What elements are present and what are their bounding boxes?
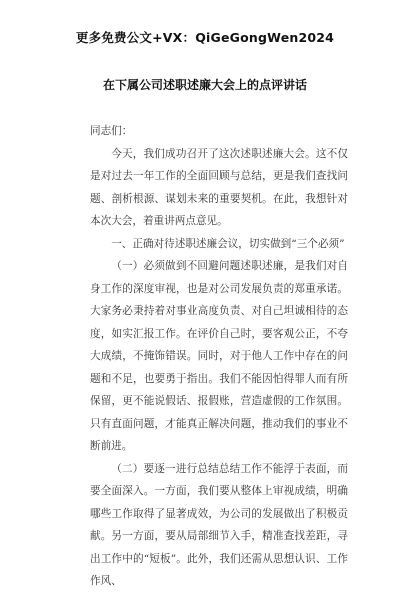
- paragraph-intro: 今天，我们成功召开了这次述职述廉大会。这不仅是对过去一年工作的全面回顾与总结，更是我们查找问题、剖析根源、谋划未来的重要契机。在此，我想针对本次大会，着重讲两点意见。: [90, 147, 348, 227]
- section-heading: 一、正确对待述职述廉会议，切实做到“三个必须”: [111, 237, 345, 250]
- salutation: 同志们：: [90, 125, 133, 137]
- paragraph-point-2: （二）要逐一进行总结总结工作不能浮于表面，而要全面深入。一方面，我们要从整体上审视成绩，明确哪些工作取得了显著成效，为公司的发展做出了积极贡献。另一方面，要从局部细节入手，精准查找差距，寻出工作中的“短板”。此外，我们还需从思想认识、工作作风、: [90, 462, 348, 587]
- document-title: 在下属公司述职述廉大会上的点评讲话: [102, 78, 307, 92]
- paragraph-point-1: （一）必须做到不回避问题述职述廉，是我们对自身工作的深度审视，也是对公司发展负责的郑重承诺。大家务必秉持着对事业高度负责、对自己坦诚相待的态度，如实汇报工作。在评价自己时，要客观公正，不夸大成绩，不掩饰错误。同时，对于他人工作中存在的问题和不足，也要勇于指出。我们不能因怕得罪人而有所保留，更不能说假话、报假账，营造虚假的工作氛围。只有直面问题，才能真正解决问题，推动我们的事业不断前进。: [90, 260, 348, 452]
- promo-header: 更多免费公文+VX：QiGeGongWen2024: [75, 30, 335, 45]
- document-body: [90, 120, 348, 593]
